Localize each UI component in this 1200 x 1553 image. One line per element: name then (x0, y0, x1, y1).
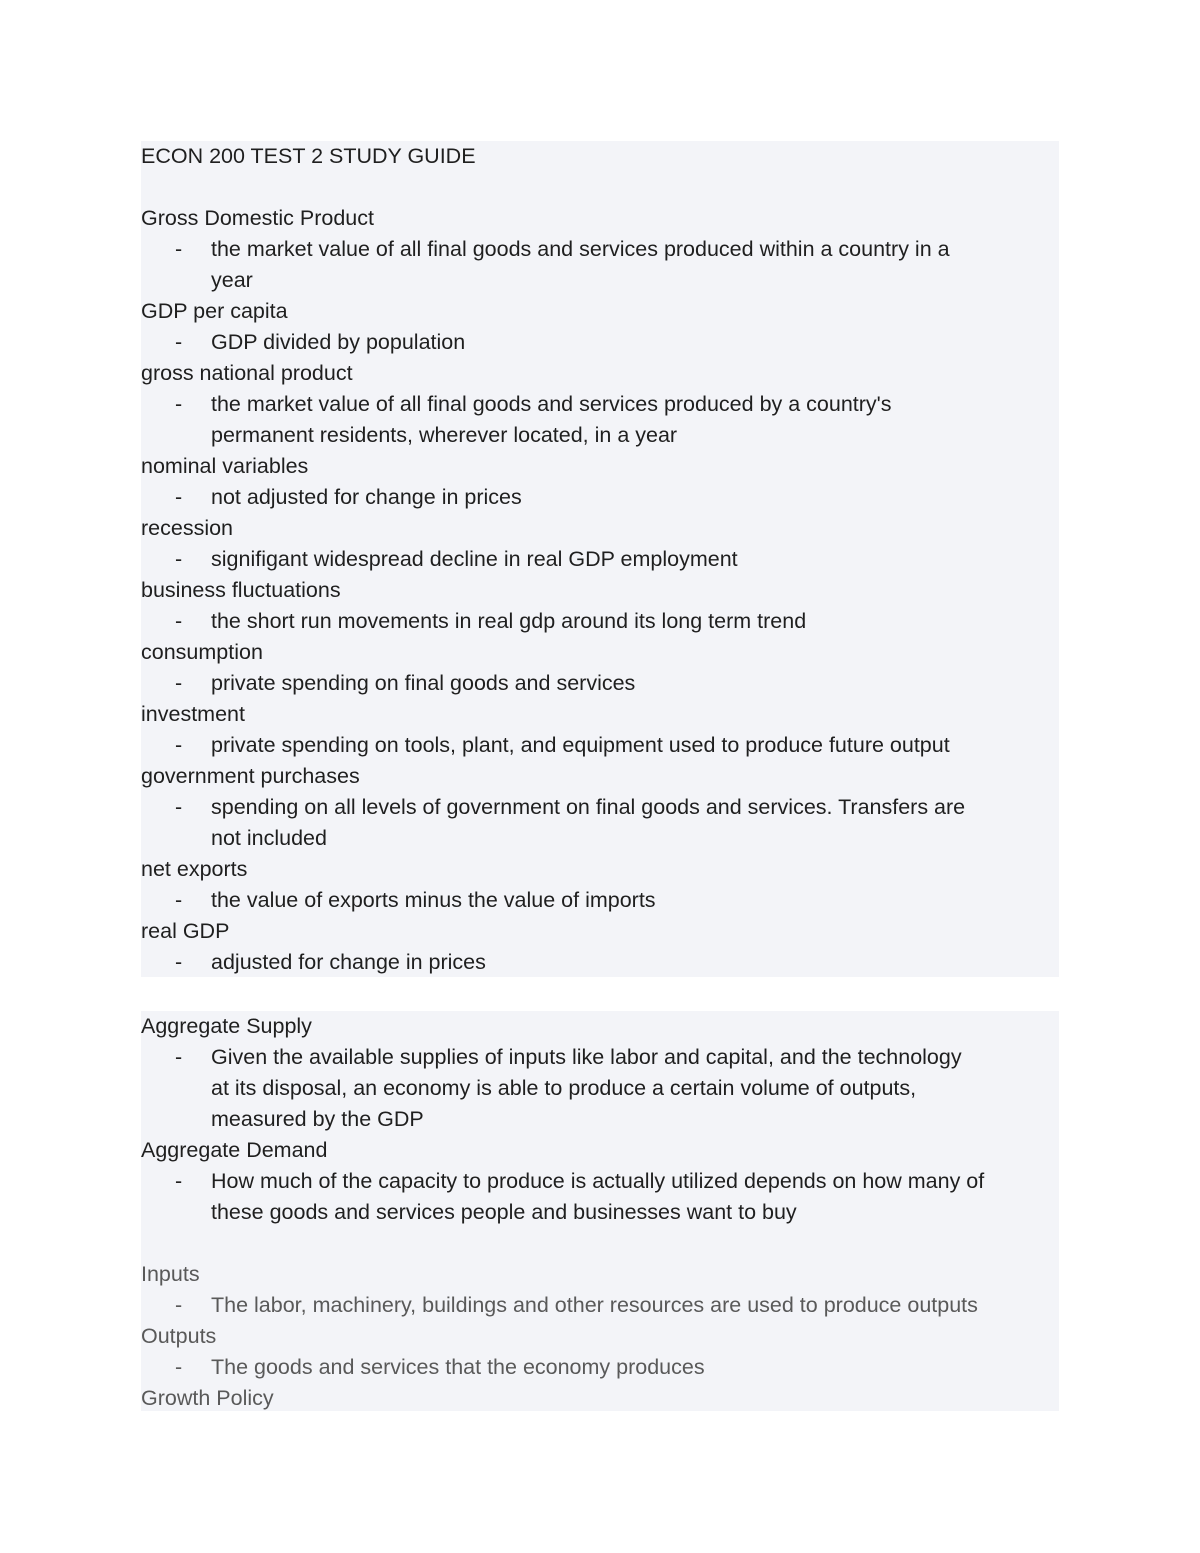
term-gdp-per-capita: GDP per capita (141, 299, 288, 323)
definition-line: the value of exports minus the value of imports (211, 888, 656, 912)
bullet-dash: - (175, 888, 183, 912)
bullet-dash: - (175, 485, 183, 509)
definition-line: private spending on tools, plant, and equipment used to produce future output (211, 733, 950, 757)
definition-line: private spending on final goods and services (211, 671, 636, 695)
definition-line: GDP divided by population (211, 330, 466, 354)
bullet-dash: - (175, 795, 183, 819)
definition-line: spending on all levels of government on final goods and services. Transfers are (211, 795, 966, 819)
bullet-dash: - (175, 1045, 183, 1069)
term-real-gdp: real GDP (141, 919, 230, 943)
bullet-dash: - (175, 609, 183, 633)
bullet-dash: - (175, 671, 183, 695)
bullet-dash: - (175, 392, 183, 416)
term-outputs: Outputs (141, 1324, 217, 1348)
definition-line: measured by the GDP (211, 1107, 424, 1131)
term-gross-domestic-product: Gross Domestic Product (141, 206, 374, 230)
term-investment: investment (141, 702, 245, 726)
definition-line: year (211, 268, 253, 292)
definition-line: not adjusted for change in prices (211, 485, 522, 509)
definition-line: the market value of all final goods and services produced by a country's (211, 392, 892, 416)
definition-line: The labor, machinery, buildings and other resources are used to produce outputs (211, 1293, 978, 1317)
definition-line: Given the available supplies of inputs like labor and capital, and the technology (211, 1045, 962, 1069)
term-gross-national-product: gross national product (141, 361, 353, 385)
term-aggregate-supply: Aggregate Supply (141, 1014, 312, 1038)
document-title: ECON 200 TEST 2 STUDY GUIDE (141, 144, 476, 168)
term-recession: recession (141, 516, 234, 540)
definition-line: How much of the capacity to produce is actually utilized depends on how many of (211, 1169, 985, 1193)
definition-line: the short run movements in real gdp around its long term trend (211, 609, 807, 633)
bullet-dash: - (175, 237, 183, 261)
definition-line: these goods and services people and businesses want to buy (211, 1200, 797, 1224)
definition-line: permanent residents, wherever located, in a year (211, 423, 678, 447)
study-guide-block-1 (141, 141, 1059, 977)
bullet-dash: - (175, 1355, 183, 1379)
definition-line: signifigant widespread decline in real GDP employment (211, 547, 738, 571)
definition-line: at its disposal, an economy is able to produce a certain volume of outputs, (211, 1076, 917, 1100)
bullet-dash: - (175, 733, 183, 757)
definition-line: the market value of all final goods and services produced within a country in a (211, 237, 950, 261)
definition-line: not included (211, 826, 327, 850)
term-government-purchases: government purchases (141, 764, 360, 788)
bullet-dash: - (175, 330, 183, 354)
term-aggregate-demand: Aggregate Demand (141, 1138, 328, 1162)
bullet-dash: - (175, 1293, 183, 1317)
term-net-exports: net exports (141, 857, 248, 881)
term-growth-policy: Growth Policy (141, 1386, 274, 1410)
term-business-fluctuations: business fluctuations (141, 578, 341, 602)
bullet-dash: - (175, 1169, 183, 1193)
definition-line: The goods and services that the economy produces (211, 1355, 705, 1379)
bullet-dash: - (175, 547, 183, 571)
term-consumption: consumption (141, 640, 263, 664)
term-inputs: Inputs (141, 1262, 200, 1286)
study-guide-block-2 (141, 1011, 1059, 1411)
bullet-dash: - (175, 950, 183, 974)
term-nominal-variables: nominal variables (141, 454, 309, 478)
definition-line: adjusted for change in prices (211, 950, 486, 974)
